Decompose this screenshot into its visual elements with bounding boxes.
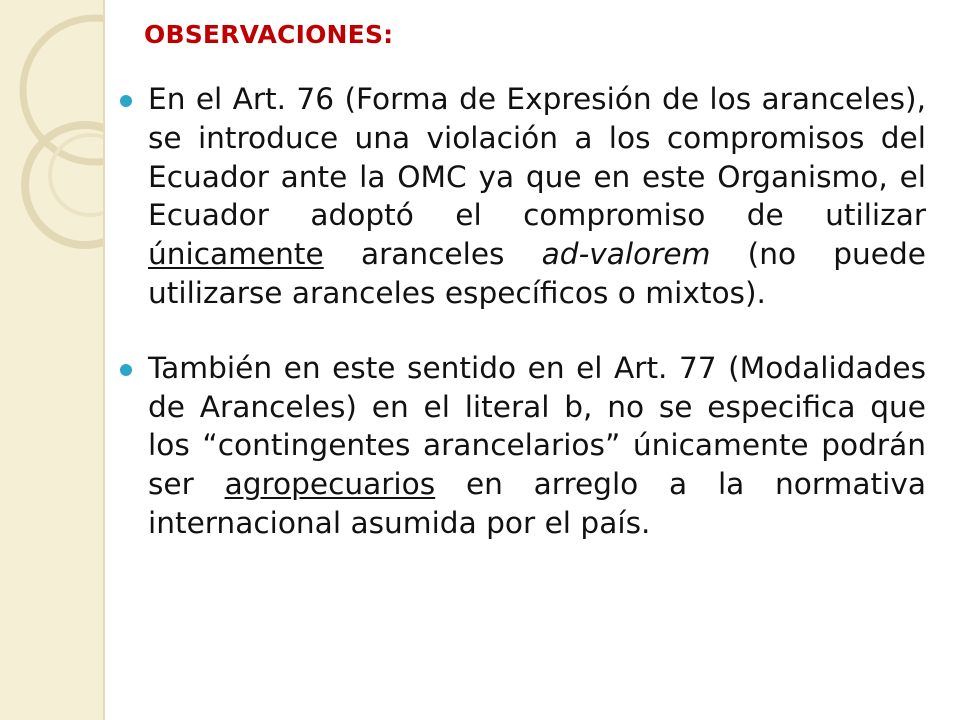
underlined-text: agropecuarios	[224, 467, 436, 502]
text-segment: en arreglo a la normativa internacional asumida por el país.	[148, 467, 926, 540]
bullet-text	[148, 80, 926, 313]
decorative-side-band	[0, 0, 105, 720]
slide-body	[118, 80, 926, 579]
bullet-item	[118, 349, 926, 543]
slide-title: OBSERVACIONES:	[144, 20, 394, 49]
bullet-dot-icon	[120, 364, 132, 376]
text-segment: (no puede utilizarse aranceles específicos o mixtos).	[148, 237, 926, 310]
underlined-text: únicamente	[148, 237, 324, 272]
bullet-text	[148, 349, 926, 543]
text-segment: En el Art. 76 (Forma de Expresión de los aranceles), se introduce una violación a los compromisos del Ecuador ante la OMC ya que en este Organismo, el Ecuador adoptó el compromiso de utilizar	[148, 82, 926, 233]
text-segment: También en este sentido en el Art. 77 (Modalidades de Aranceles) en el literal b, no se especifica que los “contingentes arancelarios” únicamente podrán ser	[148, 350, 926, 502]
decorative-circles	[0, 0, 103, 720]
text-segment: aranceles	[323, 237, 542, 272]
bullet-dot-icon	[120, 95, 132, 107]
italic-text: ad-valorem	[541, 237, 711, 272]
bullet-item	[118, 80, 926, 313]
